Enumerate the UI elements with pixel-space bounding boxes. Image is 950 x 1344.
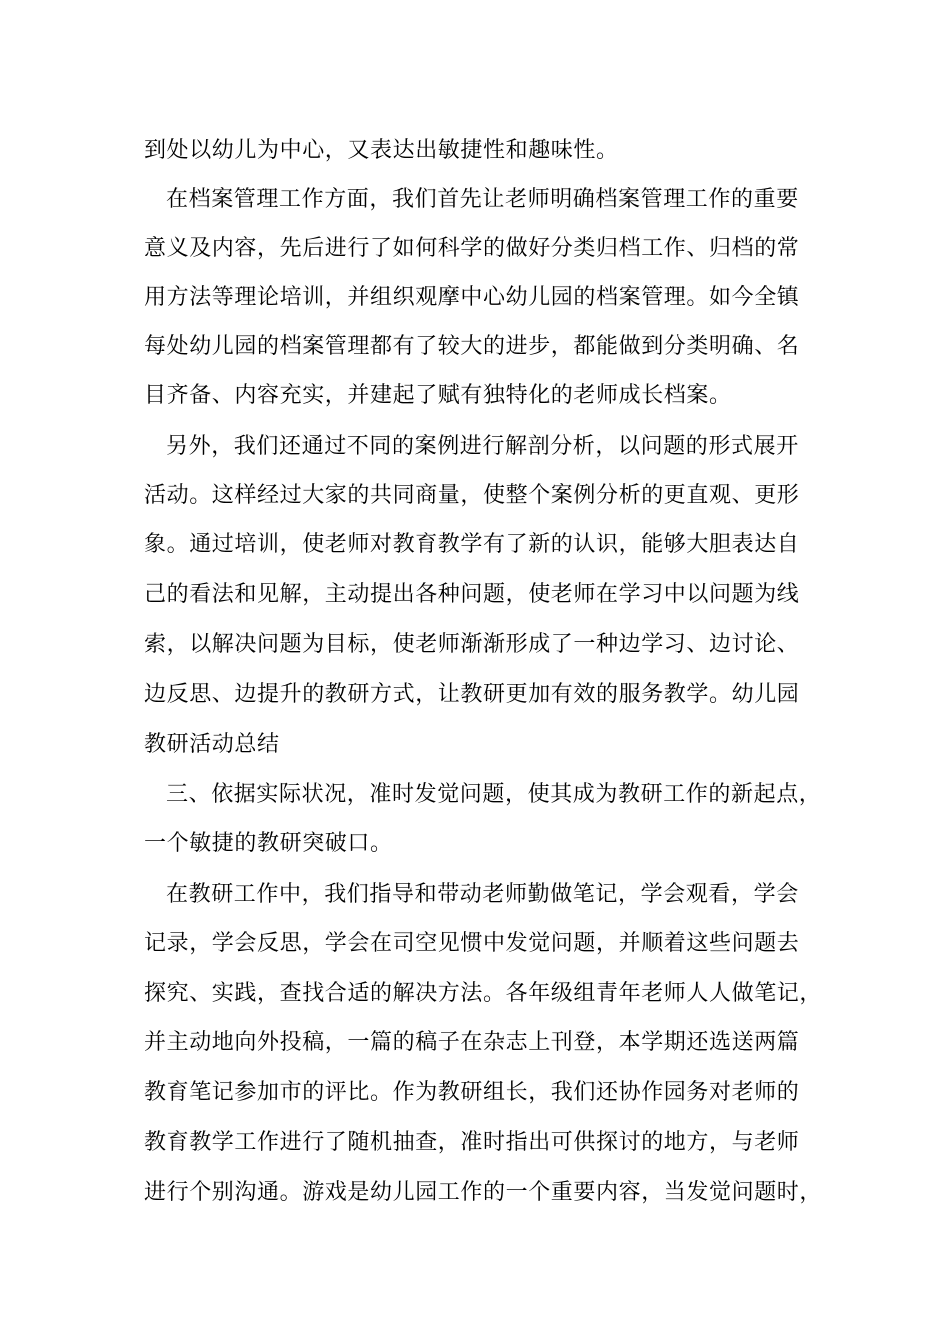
text-line: 意义及内容，先后进行了如何科学的做好分类归档工作、归档的常 [144, 236, 800, 261]
text-line: 并主动地向外投稿，一篇的稿子在杂志上刊登，本学期还选送两篇 [144, 1030, 800, 1055]
text-line: 教研活动总结 [144, 732, 280, 757]
text-line: 探究、实践，查找合适的解决方法。各年级组青年老师人人做笔记， [144, 981, 823, 1006]
text-line: 记录，学会反思，学会在司空见惯中发觉问题，并顺着这些问题去 [144, 931, 800, 956]
paragraph-start-line: 在教研工作中，我们指导和带动老师勤做笔记，学会观看，学会 [166, 882, 799, 907]
section-heading-line: 三、依据实际状况，准时发觉问题，使其成为教研工作的新起点， [166, 782, 822, 807]
text-line: 己的看法和见解，主动提出各种问题，使老师在学习中以问题为线 [144, 582, 800, 607]
text-line: 每处幼儿园的档案管理都有了较大的进步，都能做到分类明确、名 [144, 334, 800, 359]
text-line: 目齐备、内容充实，并建起了赋有独特化的老师成长档案。 [144, 383, 732, 408]
text-line: 到处以幼儿为中心，又表达出敏捷性和趣味性。 [144, 138, 619, 163]
paragraph-start-line: 另外，我们还通过不同的案例进行解剖分析，以问题的形式展开 [166, 434, 799, 459]
text-line: 教育笔记参加市的评比。作为教研组长，我们还协作园务对老师的 [144, 1080, 800, 1105]
text-line: 活动。这样经过大家的共同商量，使整个案例分析的更直观、更形 [144, 483, 800, 508]
section-heading-line: 一个敏捷的教研突破口。 [144, 831, 393, 856]
text-line: 边反思、边提升的教研方式，让教研更加有效的服务教学。幼儿园 [144, 682, 800, 707]
text-line: 进行个别沟通。游戏是幼儿园工作的一个重要内容，当发觉问题时， [144, 1180, 823, 1205]
paragraph-start-line: 在档案管理工作方面，我们首先让老师明确档案管理工作的重要 [166, 187, 799, 212]
text-line: 索，以解决问题为目标，使老师渐渐形成了一种边学习、边讨论、 [144, 632, 800, 657]
text-line: 用方法等理论培训，并组织观摩中心幼儿园的档案管理。如今全镇 [144, 285, 800, 310]
text-line: 象。通过培训，使老师对教育教学有了新的认识，能够大胆表达自 [144, 532, 800, 557]
text-line: 教育教学工作进行了随机抽查，准时指出可供探讨的地方，与老师 [144, 1130, 800, 1155]
